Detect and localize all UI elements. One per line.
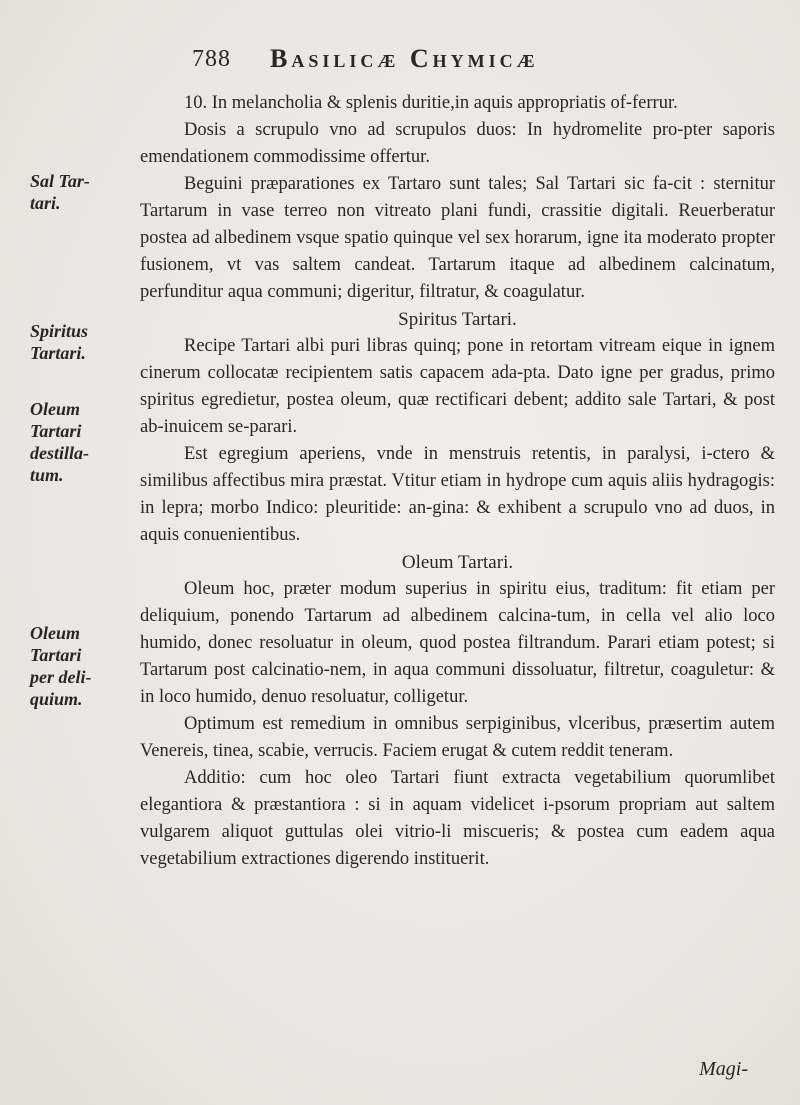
paragraph-additio: Additio: cum hoc oleo Tartari fiunt extracta vegetabilium quorumlibet elegantiora & præstantiora : si in aquam videlicet i-psorum propriam aut saltem vulgarem aliquot guttulas olei vitrio-li miscueris; & postea cum eadem aqua vegetabilium extractiones digerendo instituerit. xyxy=(140,768,775,869)
running-head: Basilicæ Chymicæ xyxy=(270,44,539,73)
paragraph-oleum-hoc: Oleum hoc, præter modum superius in spiritu eius, traditum: fit etiam per deliquium, ponendo Tartarum ad albedinem calcina-tum, in cella vel alio loco humido, donec resoluatur in oleum, quod postea filtrandum. Parari etiam potest; si Tartarum post calcinatio-nem, in aqua communi dissoluatur, filtretur, coaguletur: & in loco humido, denuo resoluatur, colligetur. xyxy=(140,579,775,707)
page-number: 788 xyxy=(192,46,231,72)
page-header xyxy=(192,42,752,80)
catchword: Magi- xyxy=(699,1058,748,1080)
margin-note-oleum-per-deliquium: Oleum Tartari per deli- quium. xyxy=(30,623,92,709)
paragraph-aperiens: Est egregium aperiens, vnde in menstruis retentis, in paralysi, i-ctero & similibus affectibus mira præstat. Vtitur etiam in hydrope cum aquis aliis hydragogis: in lepra; morbo Indico: pleuritide: an-gina: & exhibent a scrupulo vno ad duos, in aquis conuenientibus. xyxy=(140,444,775,545)
paragraph-recipe: Recipe Tartari albi puri libras quinq; pone in retortam vitream eique in ignem cinerum collocatæ recipientem satis capacem ada-pta. Dato igne per gradus, primo spiritus egredietur, postea oleum, quæ rectificari debent; addito sale Tartari, & post ab-inuicem se-parari. xyxy=(140,336,775,437)
margin-note-oleum-destillatum: Oleum Tartari destilla- tum. xyxy=(30,399,89,485)
margin-note-sal-tartari: Sal Tar- tari. xyxy=(30,171,90,213)
heading-oleum-tartari: Oleum Tartari. xyxy=(401,552,514,573)
body-text xyxy=(140,90,775,873)
paragraph-melancholia: 10. In melancholia & splenis duritie,in aquis appropriatis of-ferrur. xyxy=(184,93,678,113)
paragraph-dosis: Dosis a scrupulo vno ad scrupulos duos: In hydromelite pro-pter saporis emendationem commodissime offertur. xyxy=(140,120,775,167)
heading-spiritus-tartari: Spiritus Tartari. xyxy=(398,309,517,330)
margin-note-spiritus-tartari: Spiritus Tartari. xyxy=(30,321,89,363)
paragraph-optimum: Optimum est remedium in omnibus serpiginibus, vlceribus, præsertim autem Venereis, tinea, scabie, verrucis. Faciem erugat & cutem reddit teneram. xyxy=(140,714,775,761)
paragraph-beguini: Beguini præparationes ex Tartaro sunt tales; Sal Tartari sic fa-cit : sternitur Tartarum in vase terreo non vitreato plani fundi, crassitie digitali. Reuerberatur postea ad albedinem vsque spatio quinque vel sex horarum, igne ita moderato propter fusionem, vt vas saltem candeat. Tartarum itaque ad albedinem calcinatum, perfunditur aqua communi; digeritur, filtratur, & coagulatur. xyxy=(140,174,775,302)
